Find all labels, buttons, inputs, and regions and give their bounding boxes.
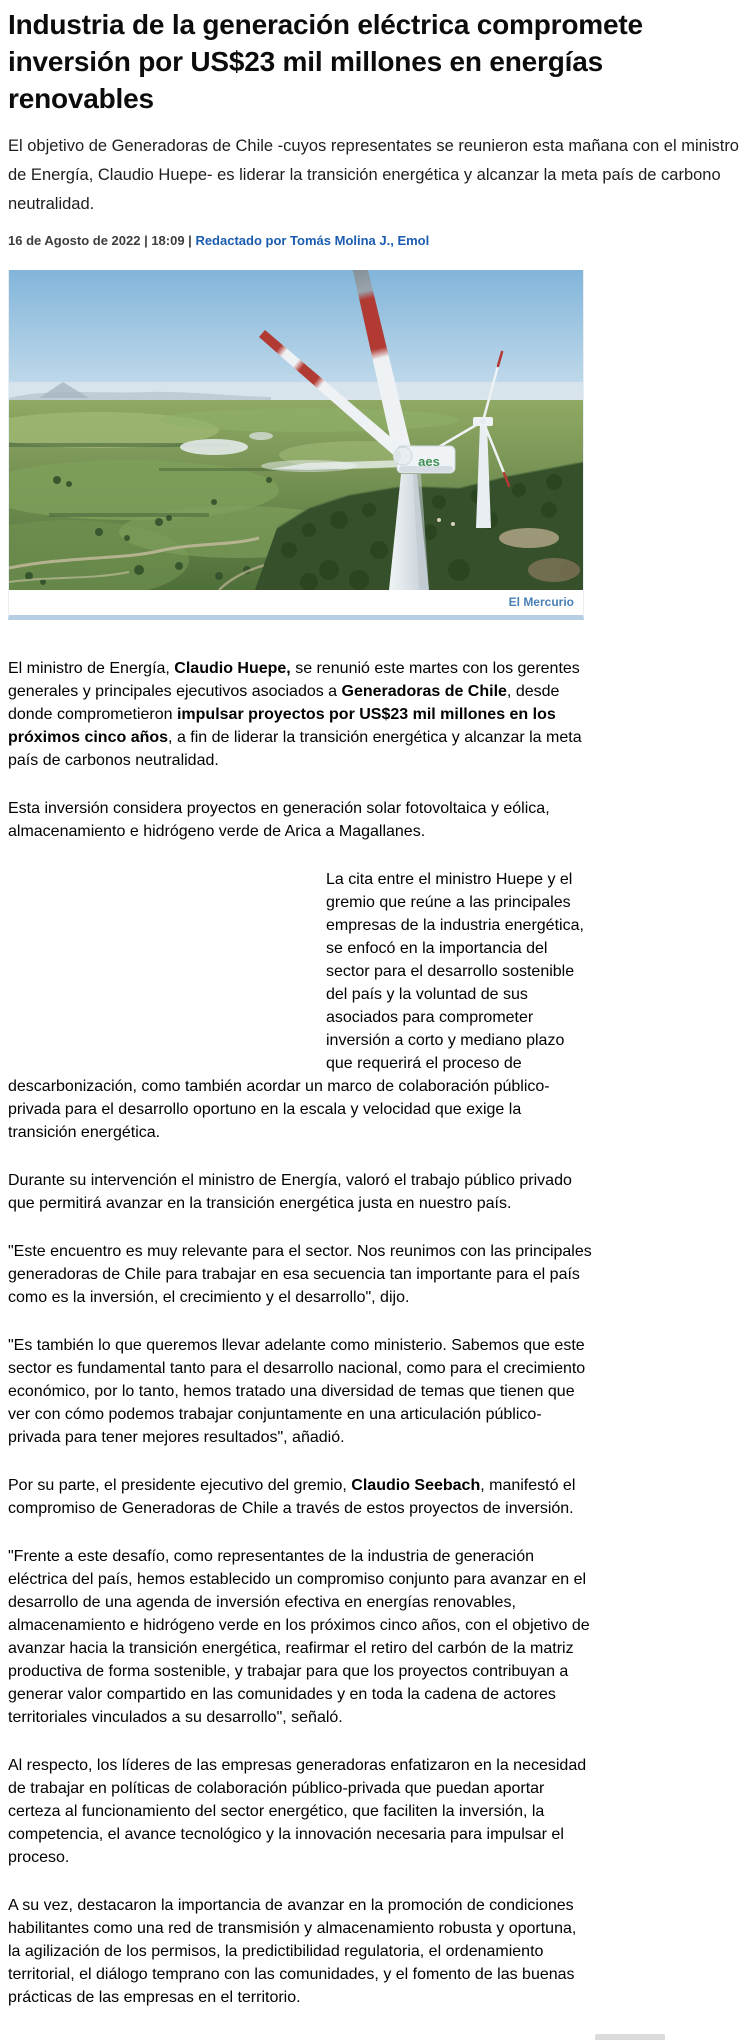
article-photo-frame: [8, 270, 584, 620]
byline-author-link[interactable]: Redactado por Tomás Molina J., Emol: [195, 233, 430, 248]
article-paragraph: Por su parte, el presidente ejecutivo del gremio, Claudio Seebach, manifestó el compromiso de Generadoras de Chile a través de estos proyectos de inversión.: [8, 1477, 576, 1517]
article-title: Industria de la generación eléctrica compromete inversión por US$23 mil millones en energías renovables: [8, 9, 643, 114]
wind-turbines-photo: [9, 270, 583, 590]
article-body: [8, 657, 593, 2009]
article-paragraph: "Es también lo que queremos llevar adelante como ministerio. Sabemos que este sector es fundamental tanto para el desarrollo nacional, como para el crecimiento económico, por lo tanto, hemos tratado una diversidad de temas que tienen que ver con cómo podemos trabajar conjuntamente en una articulación público-privada para tener mejores resultados", añadió.: [8, 1337, 586, 1446]
turbine-logo-text: aes: [418, 454, 440, 469]
sky: [9, 270, 583, 415]
byline-date: 16 de Agosto de 2022 | 18:09 |: [8, 233, 196, 248]
article-paragraph: "Frente a este desafío, como representantes de la industria de generación eléctrica del país, hemos establecido un compromiso conjunto para avanzar en el desarrollo de una agenda de inversión efectiva en energías renovables, almacenamiento e hidrógeno verde en los próximos cinco años, con el objetivo de avanzar hacia la transición energética, reafirmar el retiro del carbón de la matriz productiva de forma sostenible, y trabajar para que los proyectos contribuyan a generar valor compartido en las comunidades y en toda la cadena de actores territoriales vinculados a su desarrollo", señaló.: [8, 1548, 590, 1726]
article-paragraph: La cita entre el ministro Huepe y el gremio que reúne a las principales empresas de la industria energética, se enfocó en la importancia del sector para el desarrollo sostenible del país y la voluntad de sus asociados para comprometer inversión a corto y mediano plazo que requerirá el proceso de descarbonización, como también acordar un marco de colaboración público-privada para el desarrollo oportuno en la escala y velocidad que exige la transición energética.: [8, 868, 593, 1144]
article-paragraph: "Este encuentro es muy relevante para el sector. Nos reunimos con las principales generadoras de Chile para trabajar en esa secuencia tan importante para el país como es la inversión, el crecimiento y el desarrollo", dijo.: [8, 1243, 592, 1306]
article-paragraph: Al respecto, los líderes de las empresas generadoras enfatizaron en la necesidad de trabajar en políticas de colaboración público-privada que puedan aportar certeza al funcionamiento del sector energético, que faciliten la inversión, la competencia, el avance tecnológico y la innovación necesaria para impulsar el proceso.: [8, 1757, 587, 1866]
byline: [8, 233, 750, 248]
article-lede: El objetivo de Generadoras de Chile -cuyos representates se reunieron esta mañana con el ministro de Energía, Claudio Huepe- es liderar la transición energética y alcanzar la meta país de carbono neutralidad.: [8, 137, 739, 213]
article-paragraph: Esta inversión considera proyectos en generación solar fotovoltaica y eólica, almacenamiento e hidrógeno verde de Arica a Magallanes.: [8, 800, 550, 840]
article-paragraph: A su vez, destacaron la importancia de avanzar en la promoción de condiciones habilitantes como una red de transmisión y almacenamiento robusta y oportuna, la agilización de los permisos, la predictibilidad regulatoria, el ordenamiento territorial, el diálogo temprano con las comunidades, y el fomento de las buenas prácticas de las empresas en el territorio.: [8, 1897, 577, 2006]
bottom-cutoff-element: [595, 2034, 665, 2040]
article-paragraph: El ministro de Energía, Claudio Huepe, se renunió este martes con los gerentes generales y principales ejecutivos asociados a Generadoras de Chile, desde donde comprometieron impulsar proyectos por US$23 mil millones en los próximos cinco años, a fin de liderar la transición energética y alcanzar la meta país de carbonos neutralidad.: [8, 660, 582, 769]
photo-credit: El Mercurio: [508, 595, 574, 609]
article-paragraph: Durante su intervención el ministro de Energía, valoró el trabajo público privado que permitirá avanzar en la transición energética justa en nuestro país.: [8, 1172, 572, 1212]
ad-placeholder: [8, 868, 326, 1073]
